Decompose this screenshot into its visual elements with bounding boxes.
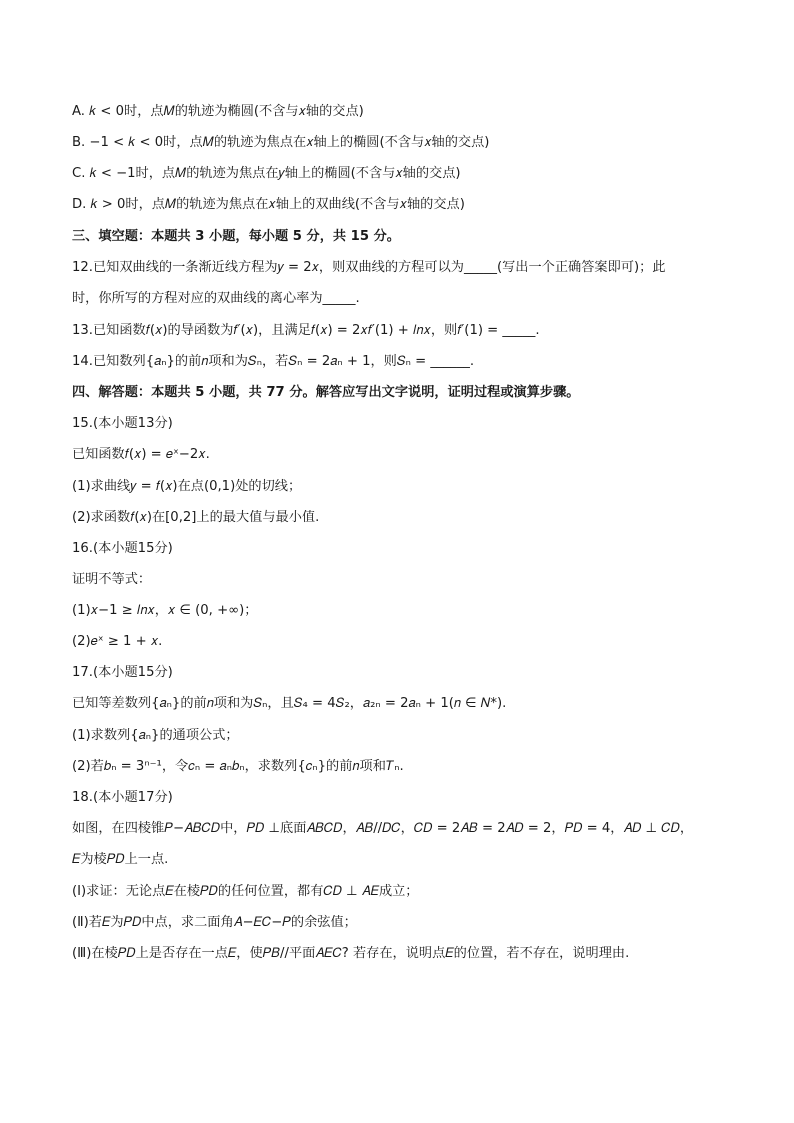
question-12-line-2: 时，你所写的方程对应的双曲线的离心率为_____.: [72, 291, 360, 306]
question-16-title: 16.(本小题15分): [72, 541, 173, 556]
question-15-part-1: (1)求曲线𝑦 = 𝑓(𝑥)在点(0,1)处的切线；: [72, 479, 302, 494]
question-16-part-2: (2)𝑒ˣ ≥ 1 + 𝑥.: [72, 634, 163, 649]
question-16-part-1: (1)𝑥−1 ≥ 𝑙𝑛𝑥，𝑥 ∈ (0, +∞)；: [72, 603, 258, 618]
question-15-stem: 已知函数𝑓(𝑥) = 𝑒ˣ−2𝑥.: [72, 447, 210, 462]
question-13: 13.已知函数𝑓(𝑥)的导函数为𝑓′(𝑥)，且满足𝑓(𝑥) = 2𝑥𝑓′(1) + 𝑙𝑛𝑥，则𝑓′(1) = _____.: [72, 323, 540, 338]
option-c: C. 𝑘 < −1时，点𝑀的轨迹为焦点在𝑦轴上的椭圆(不含与𝑥轴的交点): [72, 166, 461, 181]
option-d: D. 𝑘 > 0时，点𝑀的轨迹为焦点在𝑥轴上的双曲线(不含与𝑥轴的交点): [72, 197, 465, 212]
question-17-part-1: (1)求数列{𝑎ₙ}的通项公式；: [72, 728, 239, 743]
question-14: 14.已知数列{𝑎ₙ}的前𝑛项和为𝑆ₙ，若𝑆ₙ = 2𝑎ₙ + 1，则𝑆ₙ = ______.: [72, 354, 475, 369]
option-b: B. −1 < 𝑘 < 0时，点𝑀的轨迹为焦点在𝑥轴上的椭圆(不含与𝑥轴的交点): [72, 135, 490, 150]
question-12-line-1: 12.已知双曲线的一条渐近线方程为𝑦 = 2𝑥，则双曲线的方程可以为_____(写出一个正确答案即可)；此: [72, 260, 666, 275]
question-18-stem-line-2: 𝐸为棱𝑃𝐷上一点.: [72, 852, 169, 867]
option-a: A. 𝑘 < 0时，点𝑀的轨迹为椭圆(不含与𝑥轴的交点): [72, 104, 364, 119]
question-15-title: 15.(本小题13分): [72, 416, 173, 431]
question-18-part-3: (Ⅲ)在棱𝑃𝐷上是否存在一点𝐸，使𝑃𝐵//平面𝐴𝐸𝐶? 若存在，说明点𝐸的位置，若不存在，说明理由.: [72, 946, 630, 961]
section-heading-solutions: 四、解答题：本题共 5 小题，共 77 分。解答应写出文字说明，证明过程或演算步骤。: [72, 385, 580, 400]
question-17-stem: 已知等差数列{𝑎ₙ}的前𝑛项和为𝑆ₙ，且𝑆₄ = 4𝑆₂，𝑎₂ₙ = 2𝑎ₙ + 1(𝑛 ∈ 𝑁*).: [72, 696, 507, 711]
question-18-title: 18.(本小题17分): [72, 790, 173, 805]
question-18-part-1: (Ⅰ)求证：无论点𝐸在棱𝑃𝐷的任何位置，都有𝐶𝐷 ⊥ 𝐴𝐸成立；: [72, 884, 419, 899]
question-17-title: 17.(本小题15分): [72, 665, 173, 680]
section-heading-fill-in: 三、填空题：本题共 3 小题，每小题 5 分，共 15 分。: [72, 229, 400, 244]
question-18-part-2: (Ⅱ)若𝐸为𝑃𝐷中点，求二面角𝐴−𝐸𝐶−𝑃的余弦值；: [72, 915, 357, 930]
question-18-stem-line-1: 如图，在四棱锥𝑃−𝐴𝐵𝐶𝐷中，𝑃𝐷 ⊥底面𝐴𝐵𝐶𝐷，𝐴𝐵//𝐷𝐶，𝐶𝐷 = 2𝐴𝐵 = 2𝐴𝐷 = 2，𝑃𝐷 = 4，𝐴𝐷 ⊥ 𝐶𝐷，: [72, 821, 694, 836]
question-15-part-2: (2)求函数𝑓(𝑥)在[0,2]上的最大值与最小值.: [72, 510, 320, 525]
question-16-stem: 证明不等式：: [72, 572, 152, 587]
question-17-part-2: (2)若𝑏ₙ = 3ⁿ⁻¹，令𝑐ₙ = 𝑎ₙ𝑏ₙ，求数列{𝑐ₙ}的前𝑛项和𝑇ₙ.: [72, 759, 404, 774]
